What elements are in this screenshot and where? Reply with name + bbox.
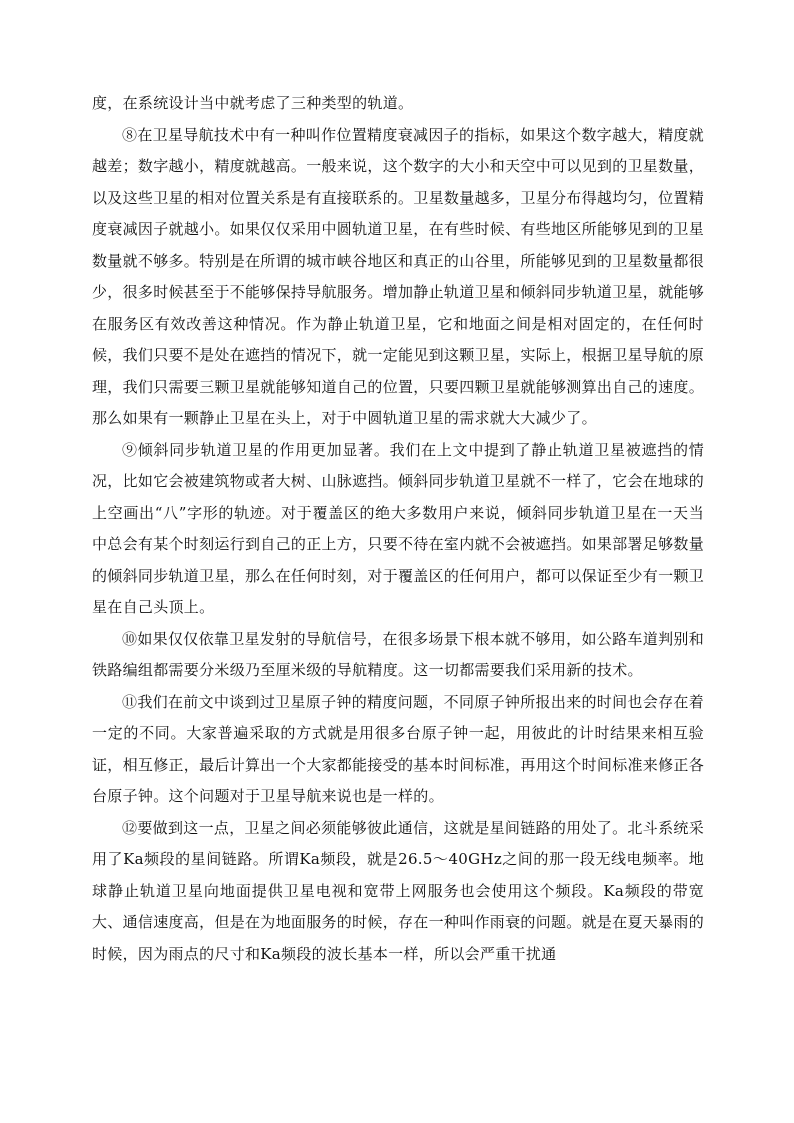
paragraph-11: ⑪我们在前文中谈到过卫星原子钟的精度问题，不同原子钟所报出来的时间也会存在着一定的不同。大家普遍采取的方式就是用很多台原子钟一起，用彼此的计时结果来相互验证，相互修正，最后计算出一个大家都能接受的基本时间标准，再用这个时间标准来修正各台原子钟。这个问题对于卫星导航来说也是一样的。 — [92, 692, 705, 805]
paragraph-9: ⑨倾斜同步轨道卫星的作用更加显著。我们在上文中提到了静止轨道卫星被遮挡的情况，比如它会被建筑物或者大树、山脉遮挡。倾斜同步轨道卫星就不一样了，它会在地球的上空画出“八”字形的轨迹。对于覆盖区的绝大多数用户来说，倾斜同步轨道卫星在一天当中总会有某个时刻运行到自己的正上方，只要不待在室内就不会被遮挡。如果部署足够数量的倾斜同步轨道卫星，那么在任何时刻，对于覆盖区的任何用户，都可以保证至少有一颗卫星在自己头顶上。 — [92, 440, 705, 616]
document-page — [92, 88, 704, 970]
paragraph-continuation: 度，在系统设计当中就考虑了三种类型的轨道。 — [92, 94, 414, 112]
paragraph-8: ⑧在卫星导航技术中有一种叫作位置精度衰减因子的指标，如果这个数字越大，精度就越差；数字越小，精度就越高。一般来说，这个数字的大小和天空中可以见到的卫星数量，以及这些卫星的相对位置关系是有直接联系的。卫星数量越多，卫星分布得越均匀，位置精度衰减因子就越小。如果仅仅采用中圆轨道卫星，在有些时候、有些地区所能够见到的卫星数量就不够多。特别是在所谓的城市峡谷地区和真正的山谷里，所能够见到的卫星数量都很少，很多时候甚至于不能够保持导航服务。增加静止轨道卫星和倾斜同步轨道卫星，就能够在服务区有效改善这种情况。作为静止轨道卫星，它和地面之间是相对固定的，在任何时候，我们只要不是处在遮挡的情况下，就一定能见到这颗卫星，实际上，根据卫星导航的原理，我们只需要三颗卫星就能够知道自己的位置，只要四颗卫星就能够测算出自己的速度。那么如果有一颗静止卫星在头上，对于中圆轨道卫星的需求就大大减少了。 — [92, 125, 705, 427]
paragraph-12: ⑫要做到这一点，卫星之间必须能够彼此通信，这就是星间链路的用处了。北斗系统采用了Ka频段的星间链路。所谓Ka频段，就是26.5～40GHz之间的那一段无线电频率。地球静止轨道卫星向地面提供卫星电视和宽带上网服务也会使用这个频段。Ka频段的带宽大、通信速度高，但是在为地面服务的时候，存在一种叫作雨衰的问题。就是在夏天暴雨的时候，因为雨点的尺寸和Ka频段的波长基本一样，所以会严重干扰通 — [92, 818, 705, 963]
paragraph-10: ⑩如果仅仅依靠卫星发射的导航信号，在很多场景下根本就不够用，如公路车道判别和铁路编组都需要分米级乃至厘米级的导航精度。这一切都需要我们采用新的技术。 — [92, 629, 704, 679]
